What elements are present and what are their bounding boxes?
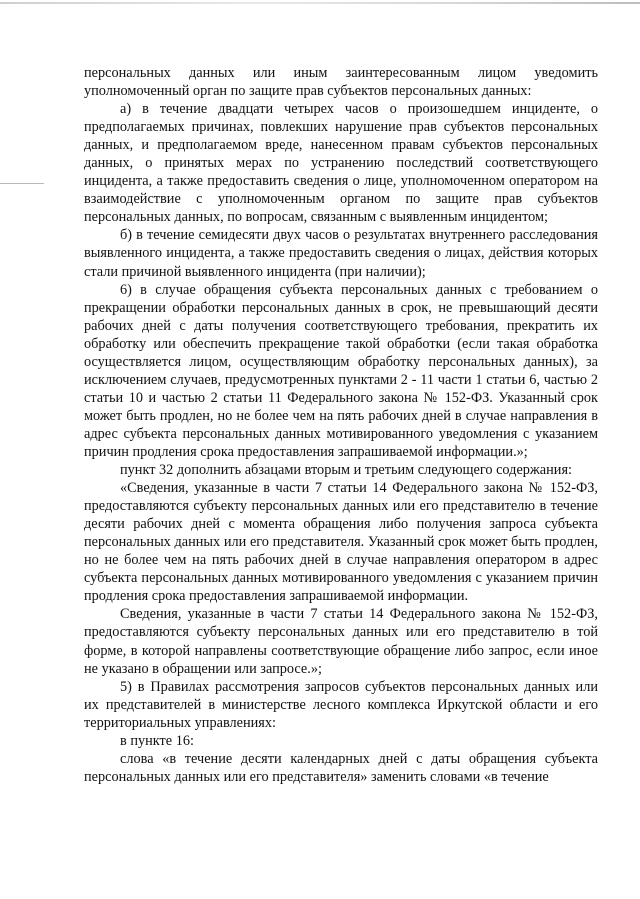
scan-top-edge xyxy=(0,2,640,4)
paragraph-continuation: персональных данных или иным заинтересованным лицом уведомить уполномоченный орган по защите прав субъектов персональных данных: xyxy=(84,65,598,100)
paragraph-quote-1: «Сведения, указанные в части 7 статьи 14 Федерального закона № 152-ФЗ, предоставляются субъекту персональных данных или его представителю в течение десяти рабочих дней с момента обращения либо получения запроса субъекта персональных данных или его представителя. Указанный срок может быть продлен, но не более чем на пять рабочих дней в случае направления оператором в адрес субъекта персональных данных мотивированного уведомления с указанием причин продления срока предоставления запрашиваемой информации. xyxy=(84,480,598,605)
paragraph-point-16: в пункте 16: xyxy=(120,732,194,749)
paragraph-item-b: б) в течение семидесяти двух часов о результатах внутреннего расследования выявленного инцидента, а также предоставить сведения о лицах, действия которых стали причиной выявленного инцидента (при наличии); xyxy=(84,227,598,280)
paragraph-point-32: пункт 32 дополнить абзацами вторым и третьим следующего содержания: xyxy=(120,462,573,479)
document-body xyxy=(84,64,598,786)
paragraph-item-a: а) в течение двадцати четырех часов о произошедшем инциденте, о предполагаемых причинах, повлекших нарушение прав субъектов персональных данных, и предполагаемом вреде, нанесенном правам субъектов персональных данных, о принятых мерах по устранению последствий соответствующего инцидента, а также предоставить сведения о лице, уполномоченном оператором на взаимодействие с уполномоченным органом по защите прав субъектов персональных данных, по вопросам, связанным с выявленным инцидентом; xyxy=(84,101,598,226)
margin-mark xyxy=(0,183,44,184)
paragraph-quote-2: Сведения, указанные в части 7 статьи 14 Федерального закона № 152-ФЗ, предоставляются субъекту персональных данных или его представителю в той форме, в которой направлены соответствующие обращение либо запрос, если иное не указано в обращении или запросе.»; xyxy=(84,606,598,677)
paragraph-replace-words: слова «в течение десяти календарных дней с даты обращения субъекта персональных данных или его представителя» заменить словами «в течение xyxy=(84,750,598,785)
paragraph-item-5: 5) в Правилах рассмотрения запросов субъектов персональных данных или их представителей в министерстве лесного комплекса Иркутской области и его территориальных управлениях: xyxy=(84,678,598,731)
paragraph-item-6: 6) в случае обращения субъекта персональных данных с требованием о прекращении обработки персональных данных в срок, не превышающий десяти рабочих дней с даты получения соответствующего требования, прекратить их обработку или обеспечить прекращение такой обработки (если такая обработка осуществляется лицом, осуществляющим обработку персональных данных), за исключением случаев, предусмотренных пунктами 2 - 11 части 1 статьи 6, частью 2 статьи 10 и частью 2 статьи 11 Федерального закона № 152-ФЗ. Указанный срок может быть продлен, но не более чем на пять рабочих дней в случае направления в адрес субъекта персональных данных мотивированного уведомления с указанием причин продления срока предоставления запрашиваемой информации.»; xyxy=(84,281,598,460)
